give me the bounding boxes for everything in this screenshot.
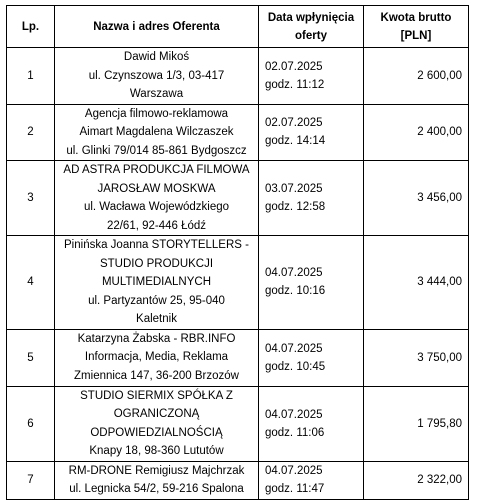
cell-lp: 3 — [7, 161, 55, 236]
name-line: MULTIMEDIALNYCH — [101, 276, 212, 288]
date-value: 02.07.2025 — [265, 117, 323, 130]
header-amount-line: Kwota brutto — [380, 11, 452, 24]
cell-name — [55, 104, 259, 161]
name-line: ul. Legnicka 54/2, 59-216 Spalona — [69, 483, 244, 495]
name-line: ul. Glinki 79/014 85-861 Bydgoszcz — [66, 144, 247, 157]
cell-name — [55, 48, 259, 105]
cell-amount: 2 322,00 — [364, 461, 469, 499]
cell-date — [259, 329, 364, 386]
table-row — [7, 48, 469, 105]
time-value: godz. 12:58 — [265, 201, 326, 213]
name-line: Warszawa — [129, 88, 184, 100]
header-date-line: oferty — [295, 29, 327, 42]
cell-lp: 1 — [7, 48, 55, 105]
cell-lp: 7 — [7, 461, 55, 499]
date-value: 03.07.2025 — [265, 183, 323, 195]
name-line: ul. Partyzantów 25, 95-040 — [88, 294, 225, 307]
time-value: godz. 11:06 — [265, 426, 325, 439]
cell-date — [259, 104, 364, 161]
cell-amount: 2 600,00 — [364, 48, 469, 105]
name-line: Kaletnik — [136, 313, 177, 325]
name-line: JAROSŁAW MOSKWA — [97, 182, 216, 195]
cell-amount: 3 750,00 — [364, 329, 469, 386]
cell-date — [259, 386, 364, 461]
table-row — [7, 161, 469, 236]
cell-name — [55, 236, 259, 330]
name-line: Dawid Mikoś — [123, 51, 190, 63]
name-line: ODPOWIEDZIALNOŚCIĄ — [90, 426, 223, 439]
header-lp: Lp. — [7, 6, 55, 48]
header-date — [259, 6, 364, 48]
cell-date — [259, 161, 364, 236]
name-line: Agencja filmowo-reklamowa — [84, 107, 229, 120]
date-value: 02.07.2025 — [265, 60, 323, 73]
cell-date — [259, 461, 364, 499]
cell-lp: 4 — [7, 236, 55, 330]
name-line: 22/61, 92-446 Łódź — [106, 219, 207, 232]
name-line: ul. Wacława Wojewódzkiego — [83, 201, 230, 213]
time-value: godz. 14:14 — [265, 135, 326, 148]
name-line: AD ASTRA PRODUKCJA FILMOWA — [63, 164, 250, 176]
time-value: godz. 10:45 — [265, 360, 326, 373]
cell-name — [55, 461, 259, 499]
name-line: OGRANICZONĄ — [113, 408, 200, 420]
table-row — [7, 386, 469, 461]
time-value: godz. 11:12 — [265, 78, 325, 91]
name-line: ul. Czynszowa 1/3, 03-417 — [88, 69, 225, 82]
table-row — [7, 236, 469, 330]
name-line: STUDIO PRODUKCJI — [99, 257, 214, 270]
header-amount-line: [PLN] — [400, 29, 432, 42]
cell-date — [259, 48, 364, 105]
table-row — [7, 104, 469, 161]
date-value: 04.07.2025 — [265, 267, 323, 280]
offers-table — [6, 5, 469, 500]
cell-name — [55, 329, 259, 386]
cell-amount: 1 795,80 — [364, 386, 469, 461]
name-line: RM-DRONE Remigiusz Majchrzak — [68, 464, 245, 477]
header-amount — [364, 6, 469, 48]
date-value: 04.07.2025 — [265, 342, 323, 355]
date-value: 04.07.2025 — [265, 465, 323, 477]
cell-lp: 5 — [7, 329, 55, 386]
name-line: Informacja, Media, Reklama — [84, 351, 229, 364]
cell-lp: 6 — [7, 386, 55, 461]
time-value: godz. 11:47 — [265, 483, 325, 495]
table-row — [7, 329, 469, 386]
date-value: 04.07.2025 — [265, 408, 323, 421]
header-name: Nazwa i adres Oferenta — [55, 6, 259, 48]
table-row — [7, 461, 469, 499]
name-line: Aimart Magdalena Wilczaszek — [79, 126, 234, 138]
cell-date — [259, 236, 364, 330]
cell-name — [55, 161, 259, 236]
cell-amount: 3 456,00 — [364, 161, 469, 236]
name-line: Pinińska Joanna STORYTELLERS - — [64, 239, 249, 251]
time-value: godz. 10:16 — [265, 285, 326, 298]
name-line: Knapy 18, 98-360 Lututów — [89, 445, 224, 457]
name-line: Zmiennica 147, 36-200 Brzozów — [74, 369, 239, 382]
header-row — [7, 6, 469, 48]
cell-name — [55, 386, 259, 461]
cell-amount: 2 400,00 — [364, 104, 469, 161]
cell-lp: 2 — [7, 104, 55, 161]
header-date-line: Data wpłynięcia — [267, 11, 355, 24]
name-line: STUDIO SIERMIX SPÓŁKA Z — [80, 389, 233, 402]
name-line: Katarzyna Żabska - RBR.INFO — [77, 332, 236, 345]
cell-amount: 3 444,00 — [364, 236, 469, 330]
